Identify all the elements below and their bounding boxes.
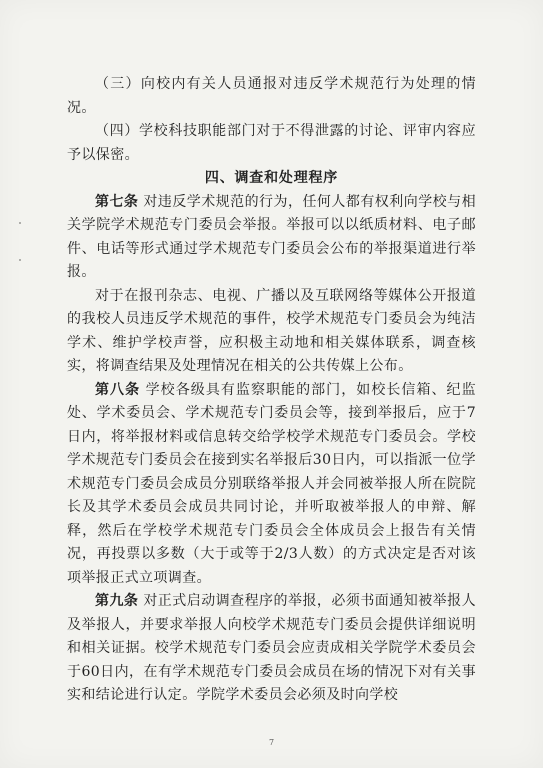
paragraph-notify-staff: （三）向校内有关人员通报对违反学术规范行为处理的情况。 [67,76,476,116]
document-body [67,73,476,708]
article-9-text: 对正式启动调查程序的举报，必须书面通知被举报人及举报人，并要求举报人向校学术规范专门委员会提供详细说明和相关证据。校学术规范专门委员会应责成相关学院学术委员会于60日内，在有学术规范专门委员会成员在场的情况下对有关事实和结论进行认定。学院学术委员会必须及时向学校 [67,593,476,703]
section-heading: 四、调查和处理程序 [204,170,339,186]
article-8-text: 学校各级具有监察职能的部门，如校长信箱、纪监处、学术委员会、学术规范专门委员会等，接到举报后，应于7日内，将举报材料或信息转交给学校学术规范专门委员会。学校学术规范专门委员会在接到实名举报后30日内，可以指派一位学术规范专门委员会成员分别联络举报人并会同被举报人所在院院长及其学术委员会成员共同讨论，并听取被举报人的申辩、解释，然后在学校学术规范专门委员会全体成员会上报告有关情况，再投票以多数（大于或等于2/3人数）的方式决定是否对该项举报正式立项调查。 [67,381,476,586]
article-8-label: 第八条 [95,381,141,398]
article-8 [67,379,476,591]
article-7-label: 第七条 [95,193,139,210]
paragraph-media-reports: 对于在报刊杂志、电视、广播以及互联网络等媒体公开报道的我校人员违反学术规范的事件，校学术规范专门委员会为纯洁学术、维护学校声誉，应积极主动地和相关媒体联系，调查核实，将调查结果及处理情况在相关的公共传媒上公布。 [67,287,476,374]
paragraph-confidentiality: （四）学校科技职能部门对于不得泄露的讨论、评审内容应予以保密。 [67,123,476,163]
scan-mark [19,259,21,261]
page-number: 7 [268,738,275,747]
article-9 [67,590,476,708]
article-9-label: 第九条 [95,593,139,609]
article-7-text: 对违反学术规范的行为，任何人都有权利向学校与相关学院学术规范专门委员会举报。举报可以以纸质材料、电子邮件、电话等形式通过学术规范专门委员会公布的举报渠道进行举报。 [67,193,476,280]
scan-mark [19,222,21,224]
article-7 [67,191,476,285]
